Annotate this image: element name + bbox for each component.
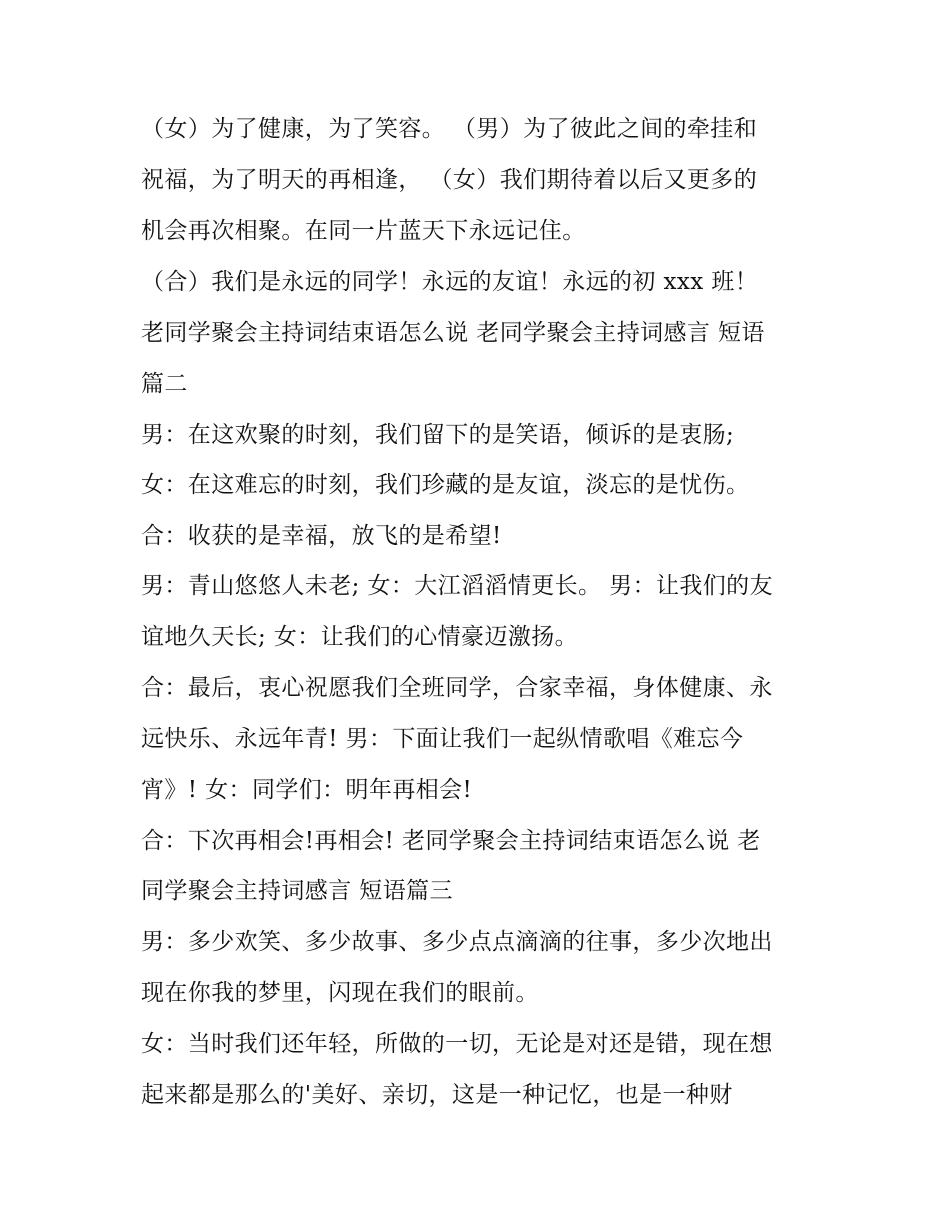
text-line: （女）为了健康，为了笑容。 （男）为了彼此之间的牵挂和: [141, 116, 758, 142]
section-heading-line: 篇二: [141, 371, 188, 397]
text-line: 男：多少欢笑、多少故事、多少点点滴滴的往事，多少次地出: [141, 929, 773, 955]
text-line: 宵》! 女：同学们：明年再相会!: [141, 777, 473, 803]
text-line: （合）我们是永远的同学！永远的友谊！永远的初 xxx 班！: [141, 269, 759, 295]
text-line: 女：当时我们还年轻，所做的一切，无论是对还是错，现在想: [141, 1031, 773, 1057]
text-line: 祝福，为了明天的再相逢， （女）我们期待着以后又更多的: [141, 167, 758, 193]
text-line: 女：在这难忘的时刻，我们珍藏的是友谊，淡忘的是忧伤。: [141, 472, 750, 498]
text-line: 起来都是那么的'美好、亲切，这是一种记忆，也是一种财: [141, 1082, 733, 1108]
text-line: 合：最后，衷心祝愿我们全班同学，合家幸福，身体健康、永: [141, 675, 773, 701]
section-heading-line: 同学聚会主持词感言 短语篇三: [141, 878, 453, 904]
text-line: 合：下次再相会!再相会! 老同学聚会主持词结束语怎么说 老: [141, 828, 761, 854]
text-line: 谊地久天长; 女：让我们的心情豪迈激扬。: [141, 624, 579, 650]
text-line: 机会再次相聚。在同一片蓝天下永远记住。: [141, 218, 586, 244]
text-line: 远快乐、永远年青! 男：下面让我们一起纵情歌唱《难忘今: [141, 726, 744, 752]
section-heading-line: 老同学聚会主持词结束语怎么说 老同学聚会主持词感言 短语: [141, 320, 765, 346]
text-line: 合：收获的是幸福，放飞的是希望!: [141, 523, 502, 549]
text-line: 男：青山悠悠人未老; 女：大江滔滔情更长。 男：让我们的友: [141, 573, 773, 599]
text-line: 现在你我的梦里，闪现在我们的眼前。: [141, 980, 539, 1006]
text-line: 男：在这欢聚的时刻，我们留下的是笑语，倾诉的是衷肠;: [141, 422, 735, 448]
